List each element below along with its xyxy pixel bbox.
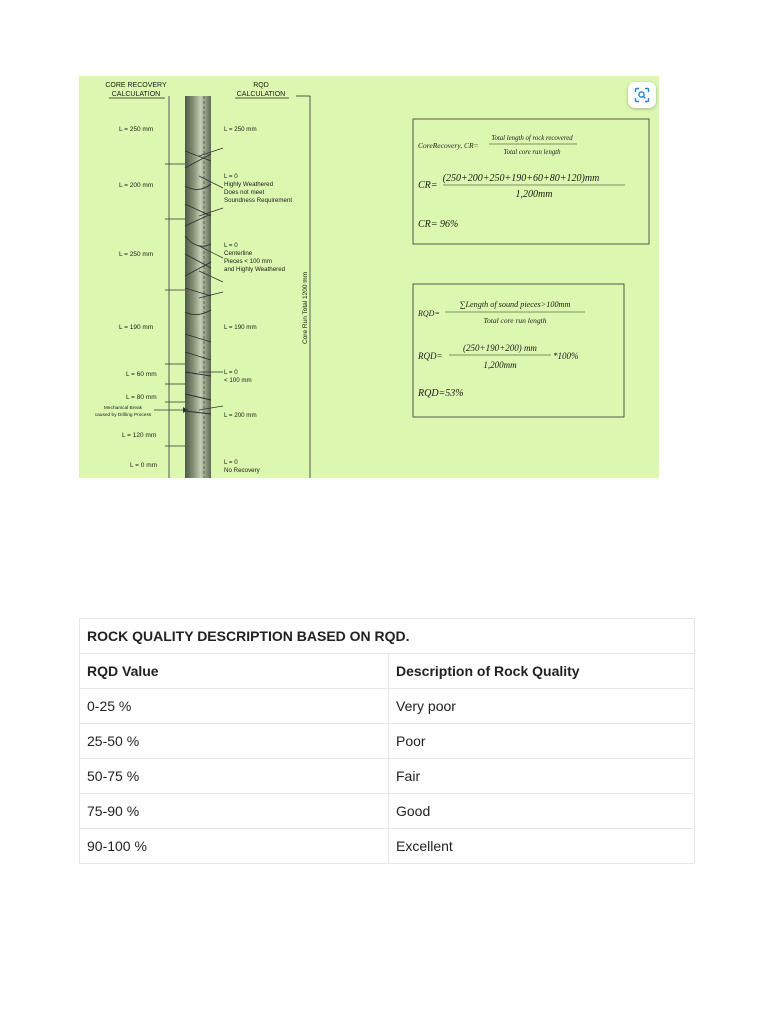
left-header-line2: CALCULATION bbox=[111, 91, 161, 98]
cr-def-num: Total length of rock recovered bbox=[491, 135, 573, 142]
left-label-8: L = 0 mm bbox=[130, 462, 158, 469]
right-header-line2: CALCULATION bbox=[236, 91, 286, 98]
rqd-diagram bbox=[79, 76, 659, 478]
right-label-2-l3: Does not meet bbox=[224, 189, 265, 196]
left-label-4: L = 190 mm bbox=[119, 324, 154, 331]
table-row bbox=[80, 759, 695, 794]
cr-calc-num: (250+200+250+190+60+80+120)mm bbox=[442, 173, 600, 184]
rqd-value-cell: 50-75 % bbox=[80, 759, 389, 794]
right-label-2-l2: Highly Weathered bbox=[224, 181, 274, 188]
rqd-calc-num: (250+190+200) mm bbox=[463, 343, 537, 353]
core-recovery-figure bbox=[79, 76, 659, 478]
right-label-6: L = 200 mm bbox=[224, 412, 257, 419]
right-label-4: L = 190 mm bbox=[224, 324, 257, 331]
rqd-def-lhs: RQD= bbox=[418, 309, 440, 318]
table-caption: ROCK QUALITY DESCRIPTION BASED ON RQD. bbox=[80, 619, 695, 654]
table-row bbox=[80, 724, 695, 759]
cr-def-lhs: CoreRecovery, CR= bbox=[418, 141, 479, 150]
description-cell: Very poor bbox=[389, 689, 695, 724]
right-header-line1: RQD bbox=[253, 82, 269, 89]
cr-calc-lhs: CR= bbox=[418, 180, 438, 191]
right-label-3-l3: Pieces < 100 mm bbox=[224, 258, 272, 265]
table-row bbox=[80, 829, 695, 864]
rqd-value-cell: 0-25 % bbox=[80, 689, 389, 724]
left-label-6: L = 80 mm bbox=[126, 394, 157, 401]
left-label-3: L = 250 mm bbox=[119, 251, 154, 258]
rock-quality-table bbox=[79, 618, 695, 864]
cr-def-den: Total core run length bbox=[503, 149, 561, 156]
right-label-7-l2: No Recovery bbox=[224, 467, 260, 474]
right-label-3-l4: and Highly Weathered bbox=[224, 266, 286, 273]
rqd-result: RQD=53% bbox=[418, 388, 464, 399]
right-label-3-l2: Centerline bbox=[224, 250, 253, 257]
header-description: Description of Rock Quality bbox=[389, 654, 695, 689]
mech-break-line2: caused by Drilling Process bbox=[94, 413, 152, 418]
description-cell: Excellent bbox=[389, 829, 695, 864]
table-row bbox=[80, 794, 695, 829]
rqd-value-cell: 90-100 % bbox=[80, 829, 389, 864]
rqd-def-den: Total core run length bbox=[483, 316, 547, 325]
right-label-2-l4: Soundness Requirement bbox=[224, 197, 293, 204]
rqd-calc-den: 1,200mm bbox=[483, 360, 517, 370]
mech-break-line1: Mechanical Break bbox=[103, 406, 143, 411]
cr-result: CR= 96% bbox=[418, 219, 459, 230]
right-label-3-l1: L = 0 bbox=[224, 242, 238, 249]
right-label-5-l1: L = 0 bbox=[224, 369, 238, 376]
rqd-value-cell: 75-90 % bbox=[80, 794, 389, 829]
rqd-calc-lhs: RQD= bbox=[418, 351, 443, 361]
right-label-5-l2: < 100 mm bbox=[224, 377, 252, 384]
rqd-calc-mult: *100% bbox=[553, 351, 579, 361]
core-run-total-label: Core Run Total 1200 mm bbox=[302, 271, 309, 344]
rqd-def-num: ∑Length of sound pieces>100mm bbox=[459, 300, 571, 309]
table-row bbox=[80, 689, 695, 724]
header-rqd-value: RQD Value bbox=[80, 654, 389, 689]
visual-search-icon bbox=[634, 87, 650, 103]
left-label-1: L = 250 mm bbox=[119, 126, 154, 133]
description-cell: Fair bbox=[389, 759, 695, 794]
right-label-2-l1: L = 0 bbox=[224, 173, 238, 180]
right-label-1: L = 250 mm bbox=[224, 126, 257, 133]
description-cell: Good bbox=[389, 794, 695, 829]
right-label-7-l1: L = 0 bbox=[224, 459, 238, 466]
left-label-5: L = 60 mm bbox=[126, 371, 157, 378]
left-label-2: L = 200 mm bbox=[119, 182, 154, 189]
rqd-value-cell: 25-50 % bbox=[80, 724, 389, 759]
cr-calc-den: 1,200mm bbox=[515, 189, 553, 200]
visual-search-button[interactable] bbox=[628, 82, 656, 108]
description-cell: Poor bbox=[389, 724, 695, 759]
left-label-7: L = 120 mm bbox=[122, 432, 157, 439]
left-header-line1: CORE RECOVERY bbox=[105, 82, 167, 89]
